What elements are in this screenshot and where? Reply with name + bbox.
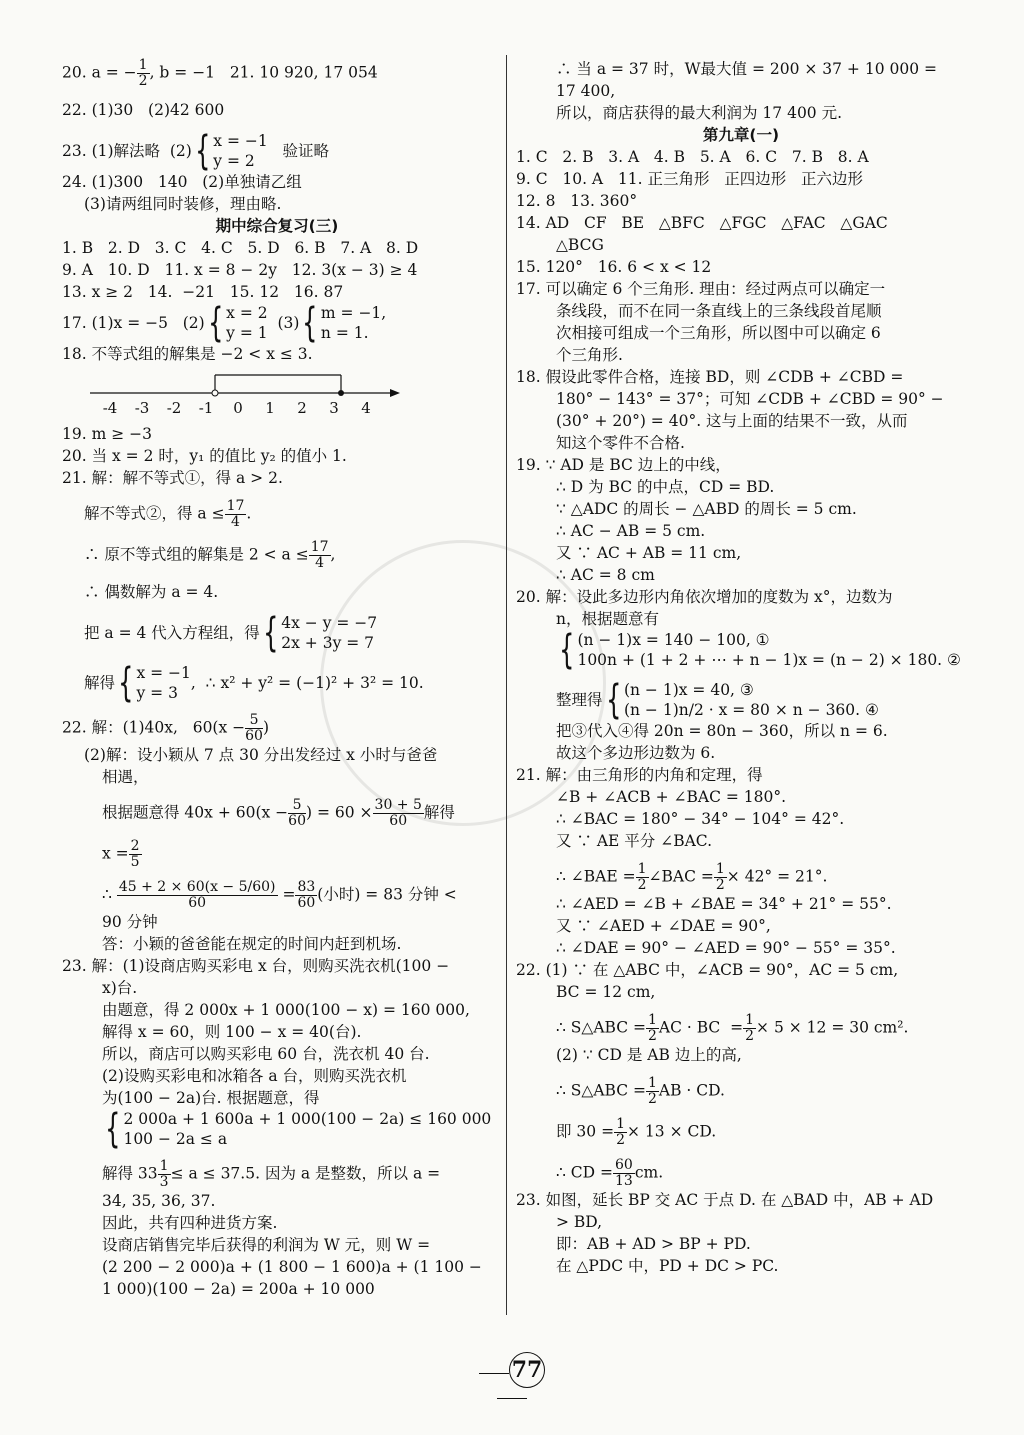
answer-line: 17. 可以确定 6 个三角形. 理由：经过两点可以确定一	[516, 280, 886, 298]
answer-line: (30° + 20°) = 40°. 这与上面的结果不一致，从而	[556, 412, 908, 430]
section-heading: 第九章(一)	[702, 126, 780, 144]
answer-line: 解得 x = 60，则 100 − x = 40(台).	[102, 1023, 362, 1041]
answer-line: ∴ ∠BAE = $\frac{1}{2}$ ∠BAC = $\frac{1}{2}$ × 42° = 21°.	[556, 861, 828, 893]
answer-line: 又 ∵ AC + AB = 11 cm,	[556, 544, 742, 562]
answer-line: 180° − 143° = 37°；可知 ∠CDB + ∠CBD = 90° −	[556, 390, 944, 408]
answer-line: 整理得 { (n − 1)x = 40, ③ (n − 1)n/2 · x = 80 × n − 360. ④	[556, 677, 879, 723]
tick-label: -3	[134, 399, 150, 417]
answer-line: 为(100 − 2a)台. 根据题意，得	[102, 1089, 320, 1107]
page-number: 77	[470, 1352, 554, 1406]
answer-line: 根据题意得 40x + 60(x − $\frac{5}{60}$ ) = 60 × $\frac{30 + 5}{60}$ 解得	[102, 797, 455, 829]
answer-line: ∴ ∠DAE = 90° − ∠AED = 90° − 55° = 35°.	[556, 939, 896, 957]
answer-line: 23. 如图，延长 BP 交 AC 于点 D. 在 △BAD 中，AB + AD	[516, 1191, 934, 1209]
answer-line: ∴ AC = 8 cm	[556, 566, 655, 584]
answer-line: 24. (1)300 140 (2)单独请乙组	[62, 173, 302, 191]
answer-line: 17. (1)x = −5 (2) { x = 2 y = 1 (3) { m = −1, n = 1.	[62, 300, 387, 346]
answer-line: (2 200 − 2 000)a + (1 800 − 1 600)a + (1 100 −	[102, 1258, 482, 1276]
tick-label: 0	[233, 399, 243, 417]
answer-line: ∴ D 为 BC 的中点，CD = BD.	[556, 478, 775, 496]
answer-line: 9. C 10. A 11. 正三角形 正四边形 正六边形	[516, 170, 864, 188]
answer-line: 20. 解：设此多边形内角依次增加的度数为 x°，边数为	[516, 588, 893, 606]
answer-line: 90 分钟	[102, 913, 158, 931]
answer-line: 在 △PDC 中，PD + DC > PC.	[556, 1257, 779, 1275]
answer-line: 19. ∵ AD 是 BC 边上的中线，	[516, 456, 731, 474]
answer-line: 把③代入④得 20n = 80n − 360，所以 n = 6.	[556, 722, 888, 740]
answer-line: 18. 不等式组的解集是 −2 < x ≤ 3.	[62, 345, 313, 363]
answer-line: 又 ∵ AE 平分 ∠BAC.	[556, 832, 713, 850]
answer-line: 又 ∵ ∠AED + ∠DAE = 90°,	[556, 917, 771, 935]
left-column	[62, 58, 492, 1300]
answer-line: 34, 35, 36, 37.	[102, 1192, 216, 1210]
answer-line: 9. A 10. D 11. x = 8 − 2y 12. 3(x − 3) ≥ 4	[62, 261, 418, 279]
answer-line: ∴ ∠AED = ∠B + ∠BAE = 34° + 21° = 55°.	[556, 895, 892, 913]
answer-line: (3)请两组同时装修，理由略.	[84, 195, 282, 213]
answer-line: 21. 解：解不等式①，得 a > 2.	[62, 469, 283, 487]
answer-line: 1. C 2. B 3. A 4. B 5. A 6. C 7. B 8. A	[516, 148, 869, 166]
answer-line: 相遇，	[102, 768, 149, 786]
tick-label: -1	[198, 399, 214, 417]
answer-line: 23. 解：(1)设商店购买彩电 x 台，则购买洗衣机(100 −	[62, 957, 450, 975]
answer-line: 所以，商店可以购买彩电 60 台，洗衣机 40 台.	[102, 1045, 430, 1063]
answer-line: (2)设购买彩电和冰箱各 a 台，则购买洗衣机	[102, 1067, 407, 1085]
tick-label: 2	[297, 399, 307, 417]
answer-line: 19. m ≥ −3	[62, 425, 152, 443]
answer-line: > BD,	[556, 1213, 603, 1231]
answer-line: 18. 假设此零件合格，连接 BD，则 ∠CDB + ∠CBD =	[516, 368, 904, 386]
answer-line: 20. 当 x = 2 时，y₁ 的值比 y₂ 的值小 1.	[62, 447, 347, 465]
number-line-figure	[90, 365, 400, 423]
answer-line: 答：小颖的爸爸能在规定的时间内赶到机场.	[102, 935, 402, 953]
tick-label: 4	[361, 399, 371, 417]
answer-line: 设商店销售完毕后获得的利润为 W 元，则 W =	[102, 1236, 431, 1254]
answer-line: 因此，共有四种进货方案.	[102, 1214, 278, 1232]
answer-line: ∴ 当 a = 37 时，W最大值 = 200 × 37 + 10 000 =	[556, 60, 937, 78]
answer-line: 1. B 2. D 3. C 4. C 5. D 6. B 7. A 8. D	[62, 239, 419, 257]
answer-line: △BCG	[556, 236, 604, 254]
tick-label: -4	[102, 399, 118, 417]
answer-line: (2) ∵ CD 是 AB 边上的高,	[556, 1046, 742, 1064]
answer-line: 解得 { x = −1 y = 3 , ∴ x² + y² = (−1)² + 3² = 10.	[84, 660, 424, 706]
answer-line: (2)解：设小颖从 7 点 30 分出发经过 x 小时与爸爸	[84, 746, 438, 764]
answer-line: 22. 解：(1)40x, 60(x − $\frac{5}{60}$ )	[62, 712, 270, 744]
column-divider	[506, 55, 507, 1315]
answer-line: 由题意，得 2 000x + 1 000(100 − x) = 160 000,	[102, 1001, 470, 1019]
answer-line: 条线段，而不在同一条直线上的三条线段首尾顺	[556, 302, 882, 320]
answer-line: 17 400,	[556, 82, 616, 100]
answer-line: ∴ S△ABC = $\frac{1}{2}$ AB · CD.	[556, 1075, 725, 1107]
answer-line: ∠B + ∠ACB + ∠BAC = 180°.	[556, 788, 787, 806]
answer-line: 13. x ≥ 2 14. −21 15. 12 16. 87	[62, 283, 344, 301]
answer-line: 知这个零件不合格.	[556, 434, 685, 452]
answer-line: 故这个多边形边数为 6.	[556, 744, 716, 762]
number-line-svg	[90, 365, 400, 399]
answer-line: x = $\frac{2}{5}$	[102, 838, 140, 870]
tick-label: 1	[265, 399, 275, 417]
answer-line: 22. (1) ∵ 在 △ABC 中，∠ACB = 90°，AC = 5 cm,	[516, 961, 899, 979]
answer-line: BC = 12 cm,	[556, 983, 656, 1001]
answer-line: 20. a = − $\frac{1}{2}$ , b = −1 21. 10 920, 17 054	[62, 57, 378, 89]
answer-line: n，根据题意有	[556, 610, 659, 628]
answer-line: 即 30 = $\frac{1}{2}$ × 13 × CD.	[556, 1116, 717, 1148]
answer-line: ∵ △ADC 的周长 − △ABD 的周长 = 5 cm.	[556, 500, 857, 518]
answer-line: 个三角形.	[556, 346, 623, 364]
answer-line: 21. 解：由三角形的内角和定理，得	[516, 766, 763, 784]
answer-line: 15. 120° 16. 6 < x < 12	[516, 258, 712, 276]
answer-line: 22. (1)30 (2)42 600	[62, 101, 225, 119]
answer-line: 把 a = 4 代入方程组，得 { 4x − y = −7 2x + 3y = 7	[84, 610, 378, 656]
tick-label: -2	[166, 399, 182, 417]
right-column	[516, 58, 966, 1277]
answer-line: 次相接可组成一个三角形，所以图中可以确定 6	[556, 324, 881, 342]
answer-line: 1 000)(100 − 2a) = 200a + 10 000	[102, 1280, 375, 1298]
answer-line: ∴ $\frac{45 + 2 \times 60(x - 5/60)}{60}$ = $\frac{83}{60}$ (小时) = 83 分钟 <	[102, 879, 457, 911]
answer-line: 所以，商店获得的最大利润为 17 400 元.	[556, 104, 843, 122]
answer-line: 14. AD CF BE △BFC △FGC △FAC △GAC	[516, 214, 888, 232]
answer-line: 解不等式②，得 a ≤ $\frac{17}{4}$ .	[84, 498, 252, 530]
answer-line: 12. 8 13. 360°	[516, 192, 638, 210]
answer-line: ∴ 偶数解为 a = 4.	[84, 583, 219, 601]
answer-line: ∴ AC − AB = 5 cm.	[556, 522, 706, 540]
section-heading: 期中综合复习(三)	[215, 217, 339, 235]
answer-line: ∴ ∠BAC = 180° − 34° − 104° = 42°.	[556, 810, 845, 828]
answer-line: { (n − 1)x = 140 − 100, ① 100n + (1 + 2 + ⋯ + n − 1)x = (n − 2) × 180. ②	[559, 627, 961, 673]
answer-line: ∴ 原不等式组的解集是 2 < a ≤ $\frac{17}{4}$ ,	[84, 539, 336, 571]
answer-line: x)台.	[102, 979, 138, 997]
answer-line: { 2 000a + 1 600a + 1 000(100 − 2a) ≤ 160 000 100 − 2a ≤ a	[105, 1106, 492, 1152]
tick-label: 3	[329, 399, 339, 417]
answer-line: 即：AB + AD > BP + PD.	[556, 1235, 751, 1253]
answer-line: ∴ S△ABC = $\frac{1}{2}$ AC · BC = $\frac{1}{2}$ × 5 × 12 = 30 cm².	[556, 1012, 909, 1044]
answer-line: 解得 33 $\frac{1}{3}$ ≤ a ≤ 37.5. 因为 a 是整数，所以 a =	[102, 1158, 441, 1190]
answer-line: ∴ CD = $\frac{60}{13}$ cm.	[556, 1157, 664, 1189]
answer-line: 23. (1)解法略 (2) { x = −1 y = 2 验证略	[62, 128, 330, 174]
